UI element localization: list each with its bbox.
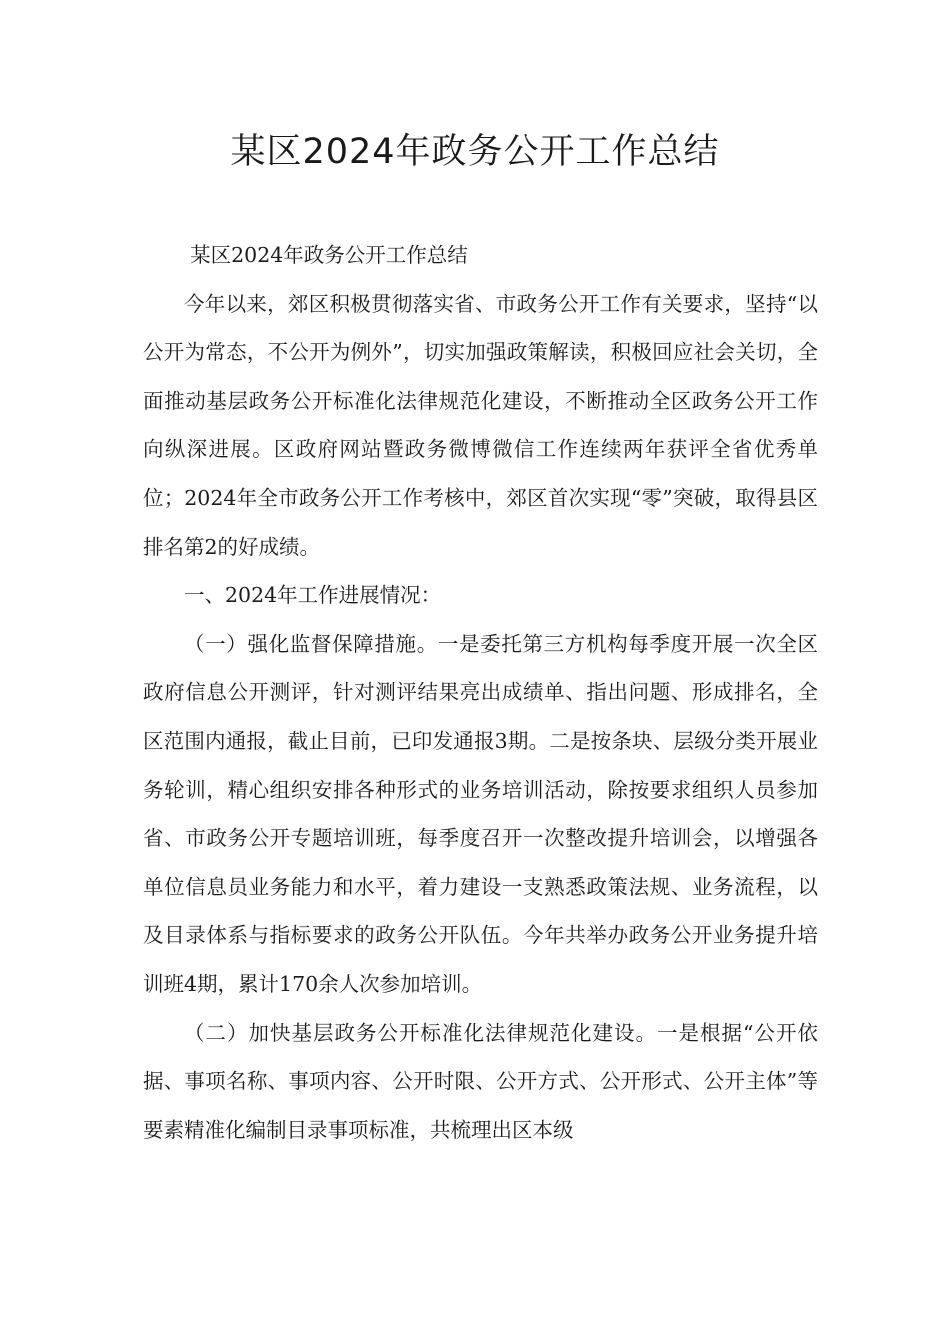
section-heading: 一、2024年工作进展情况： [184,583,442,608]
document-subtitle: 某区2024年政务公开工作总结 [190,243,468,267]
section-1-paragraph: （一）强化监督保障措施。一是委托第三方机构每季度开展一次全区政府信息公开测评，针对测评结果亮出成绩单、指出问题、形成排名，全区范围内通报，截止目前，已印发通报3期。二是按条块、层级分类开展业务轮训，精心组织安排各种形式的业务培训活动，除按要求组织人员参加省、市政务公开专题培训班，每季度召开一次整改提升培训会，以增强各单位信息员业务能力和水平，着力建设一支熟悉政策法规、业务流程，以及目录体系与指标要求的政务公开队伍。今年共举办政务公开业务提升培训班4期，累计170余人次参加培训。 [143,631,818,996]
document-body [143,231,818,1154]
document-title: 某区2024年政务公开工作总结 [230,132,720,172]
section-2-paragraph: （二）加快基层政务公开标准化法律规范化建设。一是根据“公开依据、事项名称、事项内容、公开时限、公开方式、公开形式、公开主体”等要素精准化编制目录事项标准，共梳理出区本级 [143,1020,818,1142]
intro-paragraph: 今年以来，郊区积极贯彻落实省、市政务公开工作有关要求，坚持“以公开为常态，不公开为例外”，切实加强政策解读，积极回应社会关切，全面推动基层政务公开标准化法律规范化建设，不断推动全区政务公开工作向纵深进展。区政府网站暨政务微博微信工作连续两年获评全省优秀单位；2024年全市政务公开工作考核中，郊区首次实现“零”突破，取得县区排名第2的好成绩。 [143,291,818,559]
